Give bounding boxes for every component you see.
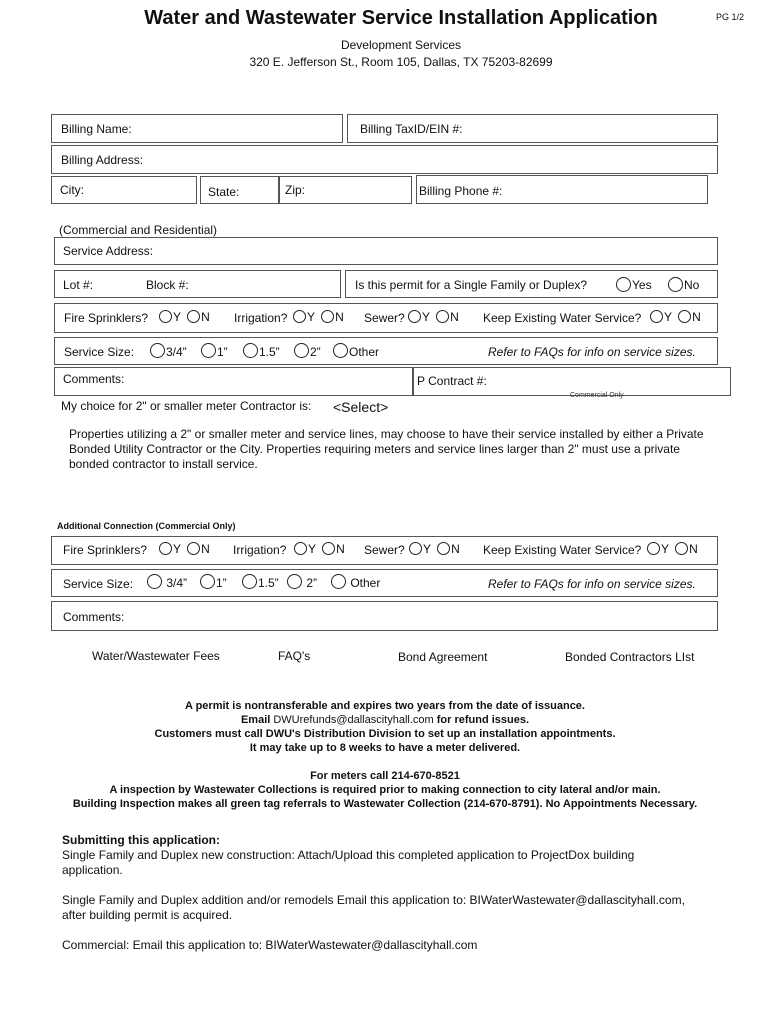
add-size-2-option	[287, 574, 317, 590]
add-size-other-radio[interactable]	[331, 574, 346, 589]
add-size-34-radio[interactable]	[147, 574, 162, 589]
size-34-label: 3/4”	[166, 576, 188, 590]
y-label: Y	[173, 542, 181, 556]
size-34-radio[interactable]	[150, 343, 165, 358]
service-size-label: Service Size:	[64, 345, 135, 359]
lot-label: Lot #:	[63, 278, 94, 292]
size-15-label: 1.5”	[258, 576, 279, 590]
size-1-option	[201, 343, 228, 359]
size-15-option	[243, 343, 280, 359]
keep-existing-options	[650, 310, 701, 324]
add-size-34-option	[147, 574, 187, 590]
y-label: Y	[423, 542, 431, 556]
size-1-label: 1”	[216, 576, 227, 590]
submit-heading: Submitting this application:	[62, 833, 220, 847]
n-label: N	[689, 542, 698, 556]
size-other-label: Other	[349, 345, 380, 359]
billing-address-label: Billing Address:	[61, 153, 144, 167]
faqs-link[interactable]: FAQ's	[278, 649, 311, 663]
n-label: N	[692, 310, 701, 324]
add-fire-sprinklers-options	[159, 542, 210, 556]
size-other-label: Other	[350, 576, 381, 590]
add-keep-existing-n-radio[interactable]	[675, 542, 688, 555]
notice-email-suffix: for refund issues.	[433, 714, 530, 726]
size-1-radio[interactable]	[201, 343, 216, 358]
submit-paragraph-1: Single Family and Duplex new construction: Attach/Upload this completed application to ProjectDox building application.	[62, 848, 635, 877]
sewer-y-radio[interactable]	[408, 310, 421, 323]
add-fire-sprinklers-label: Fire Sprinklers?	[63, 543, 148, 557]
add-irrigation-options	[294, 542, 345, 556]
billing-state-label: State:	[208, 185, 240, 199]
keep-existing-y-radio[interactable]	[650, 310, 663, 323]
service-address-label: Service Address:	[63, 244, 154, 258]
add-size-2-radio[interactable]	[287, 574, 302, 589]
irrigation-label: Irrigation?	[234, 311, 288, 325]
sewer-n-radio[interactable]	[436, 310, 449, 323]
commercial-only-note: Commercial Only	[570, 392, 624, 399]
add-irrigation-n-radio[interactable]	[322, 542, 335, 555]
single-family-field	[345, 270, 718, 298]
lot-block-field[interactable]	[54, 270, 341, 298]
add-size-15-option	[242, 574, 279, 590]
submit-paragraph-3: Commercial: Email this application to: BIWaterWastewater@dallascityhall.com	[62, 938, 478, 952]
service-section-note: (Commercial and Residential)	[59, 223, 218, 237]
notice-line-3: Customers must call DWU's Distribution Division to set up an installation appointments.	[154, 728, 616, 740]
size-2-label: 2”	[306, 576, 318, 590]
add-sewer-y-radio[interactable]	[409, 542, 422, 555]
y-label: Y	[422, 310, 430, 324]
single-family-yes	[616, 277, 652, 292]
billing-city-label: City:	[60, 183, 84, 197]
fire-sprinklers-y-radio[interactable]	[159, 310, 172, 323]
add-size-15-radio[interactable]	[242, 574, 257, 589]
bond-agreement-link[interactable]: Bond Agreement	[398, 650, 488, 664]
comments-field[interactable]	[54, 367, 413, 396]
notice-line-5: For meters call 214-670-8521	[310, 770, 460, 782]
single-family-no	[668, 277, 699, 292]
add-keep-existing-label: Keep Existing Water Service?	[483, 543, 642, 557]
irrigation-y-radio[interactable]	[293, 310, 306, 323]
add-sewer-label: Sewer?	[364, 543, 405, 557]
fees-link[interactable]: Water/Wastewater Fees	[92, 649, 220, 663]
billing-taxid-label: Billing TaxID/EIN #:	[360, 122, 463, 136]
add-service-size-label: Service Size:	[63, 577, 134, 591]
add-size-other-option	[331, 574, 380, 590]
y-label: Y	[173, 310, 181, 324]
notice-email-prefix: Email	[240, 714, 274, 726]
y-label: Y	[661, 542, 669, 556]
billing-state-field[interactable]	[200, 176, 279, 204]
single-family-question: Is this permit for a Single Family or Duplex?	[355, 278, 588, 292]
single-family-no-radio[interactable]	[668, 277, 683, 292]
add-size-1-option	[200, 574, 227, 590]
fire-sprinklers-options	[159, 310, 210, 324]
add-sewer-n-radio[interactable]	[437, 542, 450, 555]
irrigation-options	[293, 310, 344, 324]
add-comments-label: Comments:	[63, 610, 125, 624]
single-family-yes-radio[interactable]	[616, 277, 631, 292]
size-other-radio[interactable]	[333, 343, 348, 358]
sewer-label: Sewer?	[364, 311, 405, 325]
no-label: No	[684, 278, 700, 292]
y-label: Y	[664, 310, 672, 324]
add-fire-sprinklers-y-radio[interactable]	[159, 542, 172, 555]
size-1-label: 1”	[217, 345, 228, 359]
size-34-option	[150, 343, 187, 359]
yes-label: Yes	[632, 278, 652, 292]
n-label: N	[336, 542, 345, 556]
billing-phone-label: Billing Phone #:	[419, 184, 503, 198]
add-irrigation-label: Irrigation?	[233, 543, 287, 557]
billing-city-field[interactable]	[51, 176, 197, 204]
notice-line-4: It may take up to 8 weeks to have a meter delivered.	[249, 742, 521, 754]
size-2-option	[294, 343, 321, 359]
keep-existing-n-radio[interactable]	[678, 310, 691, 323]
refund-email-link[interactable]: DWUrefunds@dallascityhall.com	[273, 714, 434, 726]
additional-heading: Additional Connection (Commercial Only)	[57, 521, 236, 531]
add-sewer-options	[409, 542, 460, 556]
billing-phone-field[interactable]	[416, 175, 708, 204]
keep-existing-label: Keep Existing Water Service?	[483, 311, 642, 325]
additional-options-row	[51, 536, 718, 565]
y-label: Y	[308, 542, 316, 556]
size-2-label: 2”	[310, 345, 321, 359]
billing-taxid-field[interactable]	[347, 114, 718, 143]
add-size-1-radio[interactable]	[200, 574, 215, 589]
n-label: N	[450, 310, 459, 324]
size-34-label: 3/4”	[166, 345, 187, 359]
add-keep-existing-options	[647, 542, 698, 556]
submit-paragraph-2: Single Family and Duplex addition and/or remodels Email this application to: BIWaterWastewater@dallascityhall.com, after building permit is acquired.	[62, 893, 685, 922]
n-label: N	[201, 542, 210, 556]
service-address-field[interactable]	[54, 237, 718, 265]
fire-sprinklers-label: Fire Sprinklers?	[64, 311, 149, 325]
size-2-radio[interactable]	[294, 343, 309, 358]
additional-size-row	[51, 569, 718, 597]
comments-label: Comments:	[63, 372, 125, 386]
y-label: Y	[307, 310, 315, 324]
billing-zip-label: Zip:	[285, 183, 306, 197]
notice-line-7: Building Inspection makes all green tag referrals to Wastewater Collection (214-670-8791). No Appointments Necessary.	[72, 798, 698, 810]
page-title: Water and Wastewater Service Installation Application	[144, 7, 658, 29]
add-fire-sprinklers-n-radio[interactable]	[187, 542, 200, 555]
size-15-label: 1.5”	[259, 345, 280, 359]
billing-name-label: Billing Name:	[61, 122, 132, 136]
department: Development Services	[340, 38, 462, 52]
contractor-select[interactable]: <Select>	[333, 399, 389, 415]
meter-info-paragraph: Properties utilizing a 2" or smaller meter and service lines, may choose to have their service installed by either a Private Bonded Utility Contractor or the City. Properties requiring meters and service lines larger than 2" must use a private bonded contractor to install service.	[69, 427, 704, 471]
irrigation-n-radio[interactable]	[321, 310, 334, 323]
meter-choice-label: My choice for 2" or smaller meter Contractor is:	[61, 399, 312, 413]
sewer-options	[408, 310, 459, 324]
n-label: N	[201, 310, 210, 324]
service-size-row	[54, 337, 718, 365]
fire-sprinklers-n-radio[interactable]	[187, 310, 200, 323]
additional-comments-field[interactable]	[51, 601, 718, 631]
service-options-row	[54, 303, 718, 333]
add-faq-size-note: Refer to FAQs for info on service sizes.	[488, 577, 696, 591]
billing-address-field[interactable]	[51, 145, 718, 174]
billing-name-field[interactable]	[51, 114, 343, 143]
faq-size-note: Refer to FAQs for info on service sizes.	[488, 345, 696, 359]
bonded-contractors-link[interactable]: Bonded Contractors LIst	[565, 650, 695, 664]
add-keep-existing-y-radio[interactable]	[647, 542, 660, 555]
notice-line-6: A inspection by Wastewater Collections is required prior to making connection to city lateral and/or main.	[109, 784, 661, 796]
n-label: N	[451, 542, 460, 556]
p-contract-label: P Contract #:	[417, 374, 487, 388]
notice-line-1: A permit is nontransferable and expires two years from the date of issuance.	[185, 700, 585, 712]
page-number: PG 1/2	[716, 12, 745, 22]
size-15-radio[interactable]	[243, 343, 258, 358]
block-label: Block #:	[146, 278, 189, 292]
size-other-option	[333, 343, 379, 359]
billing-zip-field[interactable]	[279, 176, 412, 204]
department-address: 320 E. Jefferson St., Room 105, Dallas, TX 75203-82699	[249, 55, 553, 69]
add-irrigation-y-radio[interactable]	[294, 542, 307, 555]
notice-line-2	[0, 714, 770, 726]
n-label: N	[335, 310, 344, 324]
